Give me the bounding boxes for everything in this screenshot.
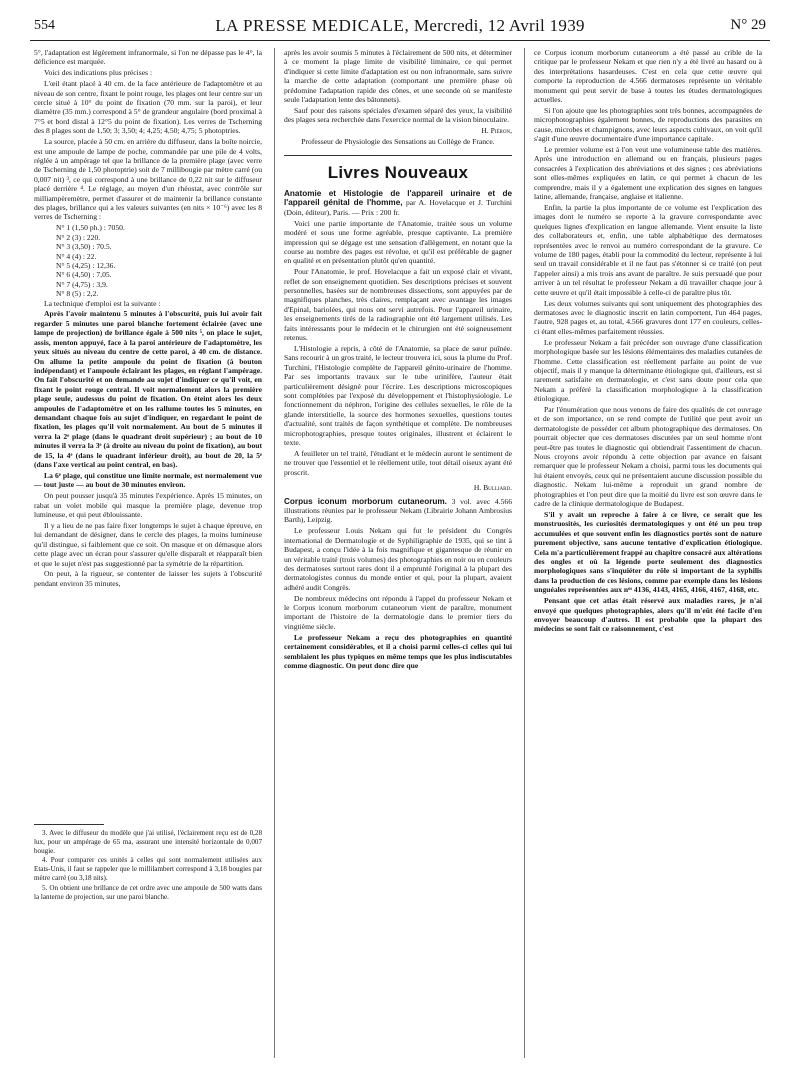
column-right	[534, 48, 762, 1048]
list-item: N° 8 (5) : 2,2.	[56, 289, 99, 299]
footnote: 4. Pour comparer ces unités à celles qui sont normalement utilisées aux Etats-Unis, il faut se rappeler que le millilambert correspond à 3,18 bougies par mètre carré (ou 3,18 nits).	[34, 856, 262, 882]
book-reference: 3 vol. avec 4.566 illustrations réunies par le professeur Nekam (Librairie Johann Ambrosius Barth), Leipzig.	[284, 496, 512, 525]
list-item: N° 1 (1,50 ph.) : 7050.	[56, 223, 125, 233]
paragraph: La technique d'emploi est la suivante :	[44, 298, 161, 308]
paragraph: On peut, à la rigueur, se contenter de laisser les sujets à l'obscurité pendant environ 35 minutes,	[34, 569, 262, 588]
paragraph: L'Histologie a repris, à côté de l'Anatomie, sa place de sœur puînée. Sans recourir à un gros traité, le lecteur trouvera ici, sous la plume du Prof. Turchini, l'Histologie complète de l'appareil génito-urinaire de l'homme. Par ses importants travaux sur le tube urinifère, l'auteur était particulièrement désigné pour l'écrire. Les descriptions microscopiques sont complétées par l'exposé du développement et l'histophysiologie. Le fonctionnement du néphron, l'origine des cellules sexuelles, le rôle de la glande interstitielle, la source des hormones sexuelles, questions toutes d'actualité, sont traités de façon synthétique et complète. De nombreuses microphotographies, presque toutes originales, illustrent et éclairent le texte.	[284, 343, 512, 448]
book-heading	[284, 189, 512, 217]
paragraph: Voici une partie importante de l'Anatomie, traitée sous un volume modéré et sous une forme agréable, presque captivante. La première impression qui se dégage est une sensation d'allègement, en notant que la course au nombre des pages est révolue, et qu'il est préférable de gagner en qualité et en présentation plutôt qu'en quantité.	[284, 218, 512, 266]
brilliance-list	[56, 223, 262, 298]
list-item: N° 4 (4) : 22.	[56, 251, 97, 261]
paragraph: La 6ᵉ plage, qui constitue une limite normale, est normalement vue — tout juste — au bout de 30 minutes environ.	[34, 470, 262, 490]
paragraph: Pour l'Anatomie, le prof. Hovelacque a fait un exposé clair et vivant, reflet de son enseignement quotidien. Ses descriptions précises et souvent personnelles, basées sur de nombreuses dissections, sont appuyées par de magnifiques planches, très claires, remplaçant avec avantage les images d'Epinal, bariolées, qui nous ont servi autrefois. Pour l'appareil urinaire, les enseignements tirés de la radiographie ont été largement utilisés. Les faits intéressants pour le médecin et le chirurgien ont été soigneusement retenus.	[284, 267, 512, 343]
footnote: 3. Avec le diffuseur du modèle que j'ai utilisé, l'éclairement reçu est de 0,28 lux, pour un ampérage de 65 ma, assurant une intensité horizontale de 0,007 bougie.	[34, 829, 262, 855]
book-title: Anatomie et Histologie de l'appareil urinaire et de l'appareil génital de l'homme,	[284, 188, 512, 208]
journal-title: LA PRESSE MEDICALE,	[215, 16, 410, 35]
page-number: 554	[34, 18, 55, 33]
paragraph: S'il y avait un reproche à faire à ce livre, ce serait que les monstruosités, les curiosités dermatologiques y ont été un peu trop accumulées et que souvent enfin les diagnostics portés sont de nature purement objective, sans aucune tentative d'explication étiologique. Cela m'a particulièrement frappé au chapitre consacré aux altérations des ongles et où la légende porte seulement des diagnostics morphologiques sans s'inquiéter du rôle si important de la syphilis dans la production de ces lésions, comme par exemple dans les lésions unguéales représentées aux nᵒˢ 4136, 4143, 4165, 4166, 4167, 4168, etc.	[534, 510, 762, 595]
paragraph: Le professeur Louis Nekam qui fut le président du Congrès international de Dermatologie et de Syphiligraphie de 1935, qui se tint à Budapest, a conçu l'idée à la fois magnifique et gigantesque de réunir en un véritable traité (trois volumes) des photographies en noir ou en couleurs des dermatoses surtout rares dont il a emprunté l'original à la plupart des dermatologistes connus du monde entier et qui, pour la plupart, avaient adhéré audit Congrès.	[284, 526, 512, 592]
paragraph: De nombreux médecins ont répondu à l'appel du professeur Nekam et le Corpus iconum morborum cutaneorum vient de paraître, monument important de l'histoire de la dermatologie dans le premier tiers du vingtième siècle.	[284, 593, 512, 631]
paragraph: Sauf pour des raisons spéciales d'examen séparé des yeux, la visibilité des plages sera recherchée dans l'exercice normal de la vision binoculaire.	[284, 105, 512, 125]
footnote: 5. On obtient une brillance de cet ordre avec une ampoule de 500 watts dans la lanterne de projection, sur une paroi blanche.	[34, 883, 262, 901]
list-item: N° 3 (3,50) : 70.5.	[56, 242, 112, 252]
paragraph: Voici des indications plus précises :	[44, 68, 153, 78]
paragraph: Le professeur Nekam a reçu des photographies en quantité certainement considérables, et il a choisi parmi celles-ci celles qui lui semblaient les plus typiques en même temps que les plus indiscutables comme diagnostic. On peut donc dire que	[284, 632, 512, 670]
paragraph: 5°, l'adaptation est légèrement infranormale, si l'on ne dépasse pas le 4°, la déficience est marquée.	[34, 48, 262, 67]
paragraph: On peut pousser jusqu'à 35 minutes l'expérience. Après 15 minutes, on rabat un volet mobile qui masque la première plage, devenue trop lumineuse, et qui peut éblouissante.	[34, 491, 262, 519]
reviewer-signature: H. Bulliard.	[473, 483, 512, 493]
paragraph: Les deux volumes suivants qui sont uniquement des photographies des dermatoses avec le diagnostic inscrit en latin comportent, l'un 464 pages, l'autre, 928 pages et, au total, 4.566 gravures dont 177 en couleurs, celles-ci étant elles-mêmes parfaitement réussies.	[534, 298, 762, 336]
column-middle	[284, 48, 512, 1048]
paragraph: Le professeur Nekam a fait précéder son ouvrage d'une classification morphologique basée sur les lésions élémentaires des maladies cutanées de l'homme. Cette classification est réellement parfaite au point de vue objectif, mais il y manque la déterminante étiologique qui, d'ailleurs, est si rarement satisfaite en dermatologie, et c'est sans doute pour cela que Nekam a préféré la classification morphologique à la classification étiologique.	[534, 337, 762, 404]
paragraph: La source, placée à 50 cm. en arrière du diffuseur, dans la boîte noircie, est une ampoule de lampe de poche, commandée par une pile de 4 volts, réglée à un ampérage tel que la brillance de la première plage (avec verre de Tscherning de 1,50 photoptrie) soit de 7 millibougie par mètre carré (ou 0,007 nit) ³, ce qui correspond à une brillance de 0,22 nit sur le diffuseur placé derrière ⁴. Le réglage, au moyen d'un rhéostat, avec contrôle sur milliampèremètre, permet d'assurer et de maintenir la brillance constante des plages, brillance qui a les valeurs suivantes (en nits × 10⁻⁶) avec les 8 verres de Tscherning :	[34, 137, 262, 222]
paragraph: Si l'on ajoute que les photographies sont très bonnes, accompagnées de microphotographies également bonnes, de reproductions des parasites en cause, microbes et champignons, avec leurs aspects cultivaux, on voit qu'il s'agit d'une œuvre documentaire d'une importance capitale.	[534, 105, 762, 144]
section-divider	[284, 155, 512, 156]
header-rule	[30, 40, 770, 41]
book-heading	[284, 497, 512, 525]
paragraph: L'œil étant placé à 40 cm. de la face antérieure de l'adaptomètre et au niveau de son centre, fixant le point rouge, les plages ont leur centre sur un cercle situé à 10° du point de fixation (70 mm. sur la paroi), et leur diamètre (35 mm.) correspond à 5° de grandeur angulaire (bord proximal à 7°5 et bord distal à 12°5 du point de fixation). Les verres de Tscherning des 8 plages sont de 1,50; 3; 3,50; 4; 4,25; 4,50; 4,75; 5 photoptries.	[34, 79, 262, 136]
paragraph: après les avoir soumis 5 minutes à l'éclairement de 500 nits, et déterminer à ce moment la plage limite de visibilité liminaire, ce qui permet d'indiquer si cette limite d'adaptation est ou non infranormale, sans suivre la marche de cette adaptation (comportant une première phase où prédomine l'adaptation rapide des cônes, et une seconde où se manifeste seule l'adaptation lente des bâtonnets).	[284, 48, 512, 105]
paragraph: ce Corpus iconum morborum cutaneorum a été passé au crible de la critique par le professeur Nekam et que rien n'y a été livré au hasard ou à des interprétations hasardeuses. C'est en cela que cette œuvre qui comporte la reproduction de 4.566 dermatoses représente un véritable monument qui peut servir de base à toutes les études dermatologiques actuelles.	[534, 48, 762, 105]
paragraph: A feuilleter un tel traité, l'étudiant et le médecin auront le sentiment de ne trouver que l'essentiel et le réellement utile, tout détail oiseux ayant été proscrit.	[284, 448, 512, 477]
author-signature: H. Piéron,	[481, 126, 512, 136]
footnote-rule	[34, 824, 104, 825]
page-header	[30, 14, 770, 40]
list-item: N° 2 (3) : 220.	[56, 232, 101, 242]
paragraph: Pensant que cet atlas était réservé aux maladies rares, je n'ai envoyé que quelques photographies, alors qu'il m'eût été facile d'en envoyer beaucoup d'autres. Il est probable que la plupart des médecins se sont fait ce raisonnement, c'est	[534, 596, 762, 634]
list-item: N° 6 (4,50) : 7,05.	[56, 270, 112, 280]
author-title: Professeur de Physiologie des Sensations au Collège de France.	[301, 137, 495, 147]
paragraph: Par l'énumération que nous venons de faire des qualités de cet ouvrage et de son importance, on se rend compte de l'utilité que peut avoir un dermatologiste de posséder cet album photographique des dermatoses. On pourrait objecter que ces dermatoses discutées par un seul homme n'ont peut-être pas toutes le diagnostic qui obtiendrait l'assentiment de chacun. Nous croyons avoir répondu à cette objection par avance en faisant remarquer que le professeur Nekam a choisi, parmi tous les documents qui lui étaient envoyés, ceux qui ne présentaient aucune discussion possible du diagnostic. Nekam lui-même a reproduit un grand nombre de photographies et l'on peut dire que la moitié du livre est son œuvre dans le cadre de la clinique dermatologique de Budapest.	[534, 405, 762, 509]
paragraph: Le premier volume est à l'on veut une volumineuse table des matières. Après une introduction en allemand ou en français, plusieurs pages consacrées à l'explication des abréviations et des signes ; ces abréviations sont elles-mêmes expliquées en latin, ce qui permet à chacun de les comprendre, mais il y a également une explication des signes en langues latine, allemande, française, anglaise et italienne.	[534, 145, 762, 202]
journal-header	[30, 16, 770, 36]
book-title: Corpus iconum morborum cutaneorum.	[284, 496, 447, 506]
column-divider	[524, 48, 525, 1058]
section-title: Livres Nouveaux	[327, 162, 469, 182]
issue-number: N° 29	[730, 17, 766, 33]
paragraph: Enfin, la partie la plus importante de ce volume est l'explication des images dont le numéro se reporte à la gravure correspondante avec quelques lignes d'explication en langue allemande. Vient ensuite la liste des collaborateurs et, enfin, une table alphabétique des dermatoses représentées avec le renvoi au numéro correspondant de la gravure. Ce volume de 180 pages, établi pour la commodité du lecteur, représente à lui seul un travail considérable et il ne faut pas s'étonner si ce traité (on peut l'appeler ainsi) a mis trois ans avant de paraître. Je suis persuadé que pour arriver à un tel résultat le professeur Nekam a dû travailler chaque jour à cette œuvre et qu'il était impossible à celle-ci de paraître plus tôt.	[534, 203, 762, 297]
book-reference: par A. Hovelacque et J. Turchini (Doin, éditeur), Paris. — Prix : 200 fr.	[284, 198, 512, 217]
paragraph: Après l'avoir maintenu 5 minutes à l'obscurité, puis lui avoir fait regarder 5 minutes une paroi blanche fortement éclairée (avec une lampe de projection) de brillance égale à 500 nits ⁵, on place le sujet, assis, menton appuyé, face à la paroi antérieure de l'adaptomètre, les yeux situés au niveau du centre de cette paroi, à 40 cm. de distance. On allume la petite ampoule du point de fixation (à bouton indépendant) et l'ampoule éclairant les plages, en réglant l'ampérage. On fait l'obscurité et on demande au sujet d'indiquer ce qu'il voit, en fixant le point rouge central. Il voit normalement alors la première plage seule, audessus du point de fixation. On éteint alors les deux ampoules de l'adaptomètre et on les rallume toutes les 5 minutes, en demandant chaque fois au sujet d'indiquer, en regardant le point de fixation, les plages qu'il voit normalement. Au bout de 5 minutes il verra la 2ᵉ plage (dans le quadrant droit supérieur) ; au bout de 10 minutes il verra la 3ᵉ (à droite au niveau du point de fixation), au bout de 15, la 4ᵉ (dans le quadrant inférieur droit), au bout de 20, la 5ᵉ (dans l'axe vertical au point central, en bas).	[34, 309, 262, 469]
issue-date: Mercredi, 12 Avril 1939	[413, 16, 585, 35]
list-item: N° 7 (4,75) : 3,9.	[56, 279, 108, 289]
paragraph: Il y a lieu de ne pas faire fixer longtemps le sujet à chaque épreuve, en lui demandant de désigner, dans le cercle des plages, la moins lumineuse qu'il distingue, si faiblement que ce soit. On masque et on démasque alors cette plage avec un écran pour s'assurer qu'elle disparaît et réapparaît bien et que le sujet n'est pas suggestionné par la symétrie de la répartition.	[34, 520, 262, 568]
footnotes	[34, 824, 262, 902]
column-divider	[274, 48, 275, 1058]
list-item: N° 5 (4,25) : 12,36.	[56, 260, 116, 270]
